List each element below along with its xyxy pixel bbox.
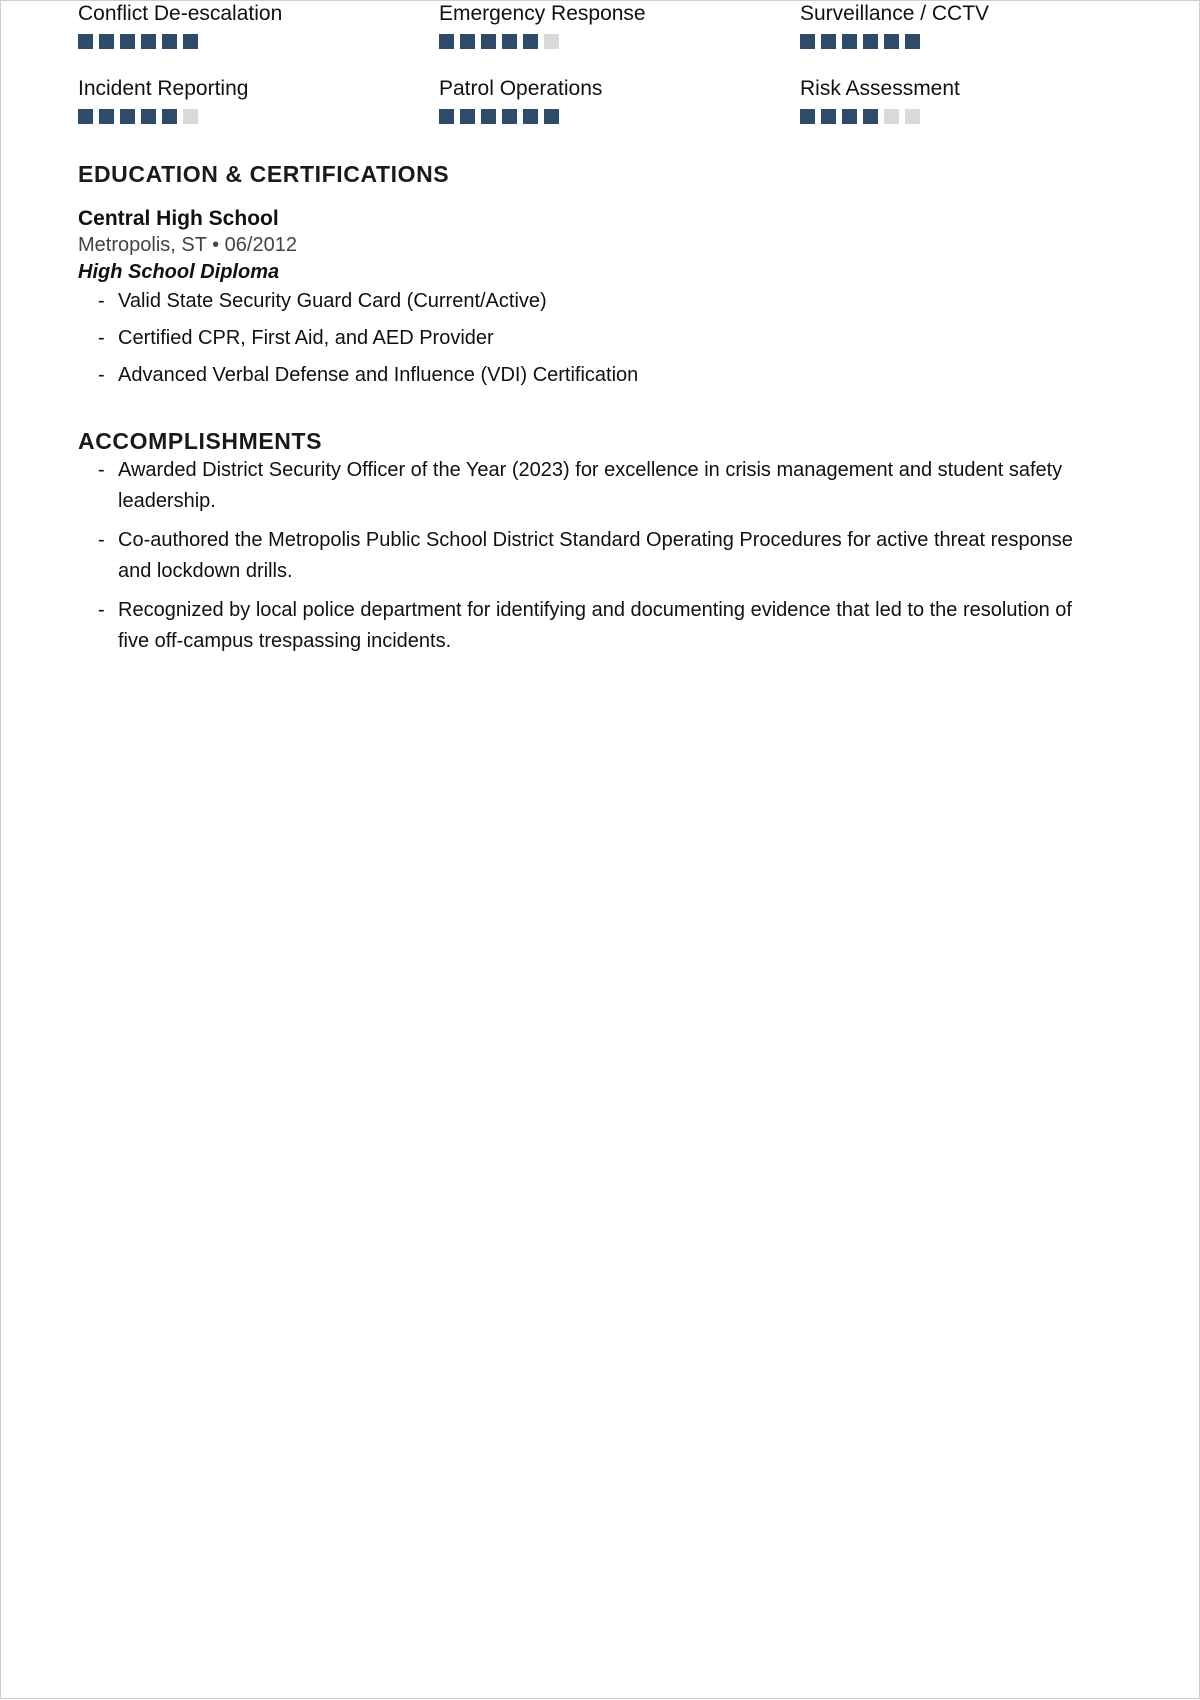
skill-level-empty [905,109,920,124]
skill-meter [800,109,1118,124]
skill-level-filled [439,109,454,124]
skills-grid [78,1,1118,124]
skill-level-filled [821,109,836,124]
accomplishment-item: - Recognized by local police department for identifying and documenting evidence that led to the resolution of five off-campus trespassing incidents. [78,595,1098,657]
accomplishment-list [78,455,1098,657]
skill-level-filled [78,34,93,49]
school-location-date: Metropolis, ST • 06/2012 [78,234,297,256]
skill-level-filled [884,34,899,49]
skill-name: Surveillance / CCTV [800,2,990,25]
skill-meter [439,34,800,49]
skill-level-filled [502,34,517,49]
skill-level-empty [183,109,198,124]
skill-level-filled [460,109,475,124]
skill-level-filled [481,34,496,49]
skill-level-filled [842,34,857,49]
certification-item: - Certified CPR, First Aid, and AED Provider [78,323,1118,354]
skill-level-filled [800,34,815,49]
skill-item [800,77,1118,124]
skill-level-filled [141,109,156,124]
skill-level-filled [523,34,538,49]
accomplishment-item: - Awarded District Security Officer of the Year (2023) for excellence in crisis management and student safety leadership. [78,455,1098,517]
skill-meter [439,109,800,124]
skill-name: Risk Assessment [800,77,960,100]
certification-list [78,286,1118,391]
skill-level-filled [78,109,93,124]
skill-meter [78,34,439,49]
skill-name: Conflict De-escalation [78,2,283,25]
skill-level-filled [481,109,496,124]
skill-level-filled [800,109,815,124]
skill-item [800,2,1118,49]
skill-level-filled [863,109,878,124]
skill-level-empty [884,109,899,124]
skill-level-filled [863,34,878,49]
education-section [78,160,1118,391]
school-name: Central High School [78,207,279,230]
resume-content [78,1,1118,665]
skill-name: Emergency Response [439,2,646,25]
skill-level-filled [905,34,920,49]
skill-level-filled [120,109,135,124]
certification-item: - Advanced Verbal Defense and Influence (VDI) Certification [78,360,1118,391]
skill-level-filled [183,34,198,49]
skill-level-filled [99,34,114,49]
degree-title: High School Diploma [78,261,280,283]
skill-level-filled [439,34,454,49]
skill-item [78,77,439,124]
skill-level-filled [460,34,475,49]
skill-level-empty [544,34,559,49]
skill-level-filled [502,109,517,124]
skill-name: Patrol Operations [439,77,603,100]
skill-level-filled [141,34,156,49]
skill-level-filled [523,109,538,124]
certification-item: - Valid State Security Guard Card (Current/Active) [78,286,1118,317]
skill-item [439,77,800,124]
skill-meter [78,109,439,124]
skill-name: Incident Reporting [78,77,249,100]
skill-item [439,2,800,49]
skill-meter [800,34,1118,49]
education-heading: EDUCATION & CERTIFICATIONS [78,161,450,187]
skill-level-filled [842,109,857,124]
accomplishment-item: - Co-authored the Metropolis Public School District Standard Operating Procedures for active threat response and lockdown drills. [78,525,1098,587]
skill-level-filled [162,34,177,49]
accomplishments-heading: ACCOMPLISHMENTS [78,428,323,454]
skill-level-filled [544,109,559,124]
skill-item [78,2,439,49]
accomplishments-section [78,427,1118,657]
skill-level-filled [120,34,135,49]
skill-level-filled [99,109,114,124]
skill-level-filled [821,34,836,49]
skill-level-filled [162,109,177,124]
